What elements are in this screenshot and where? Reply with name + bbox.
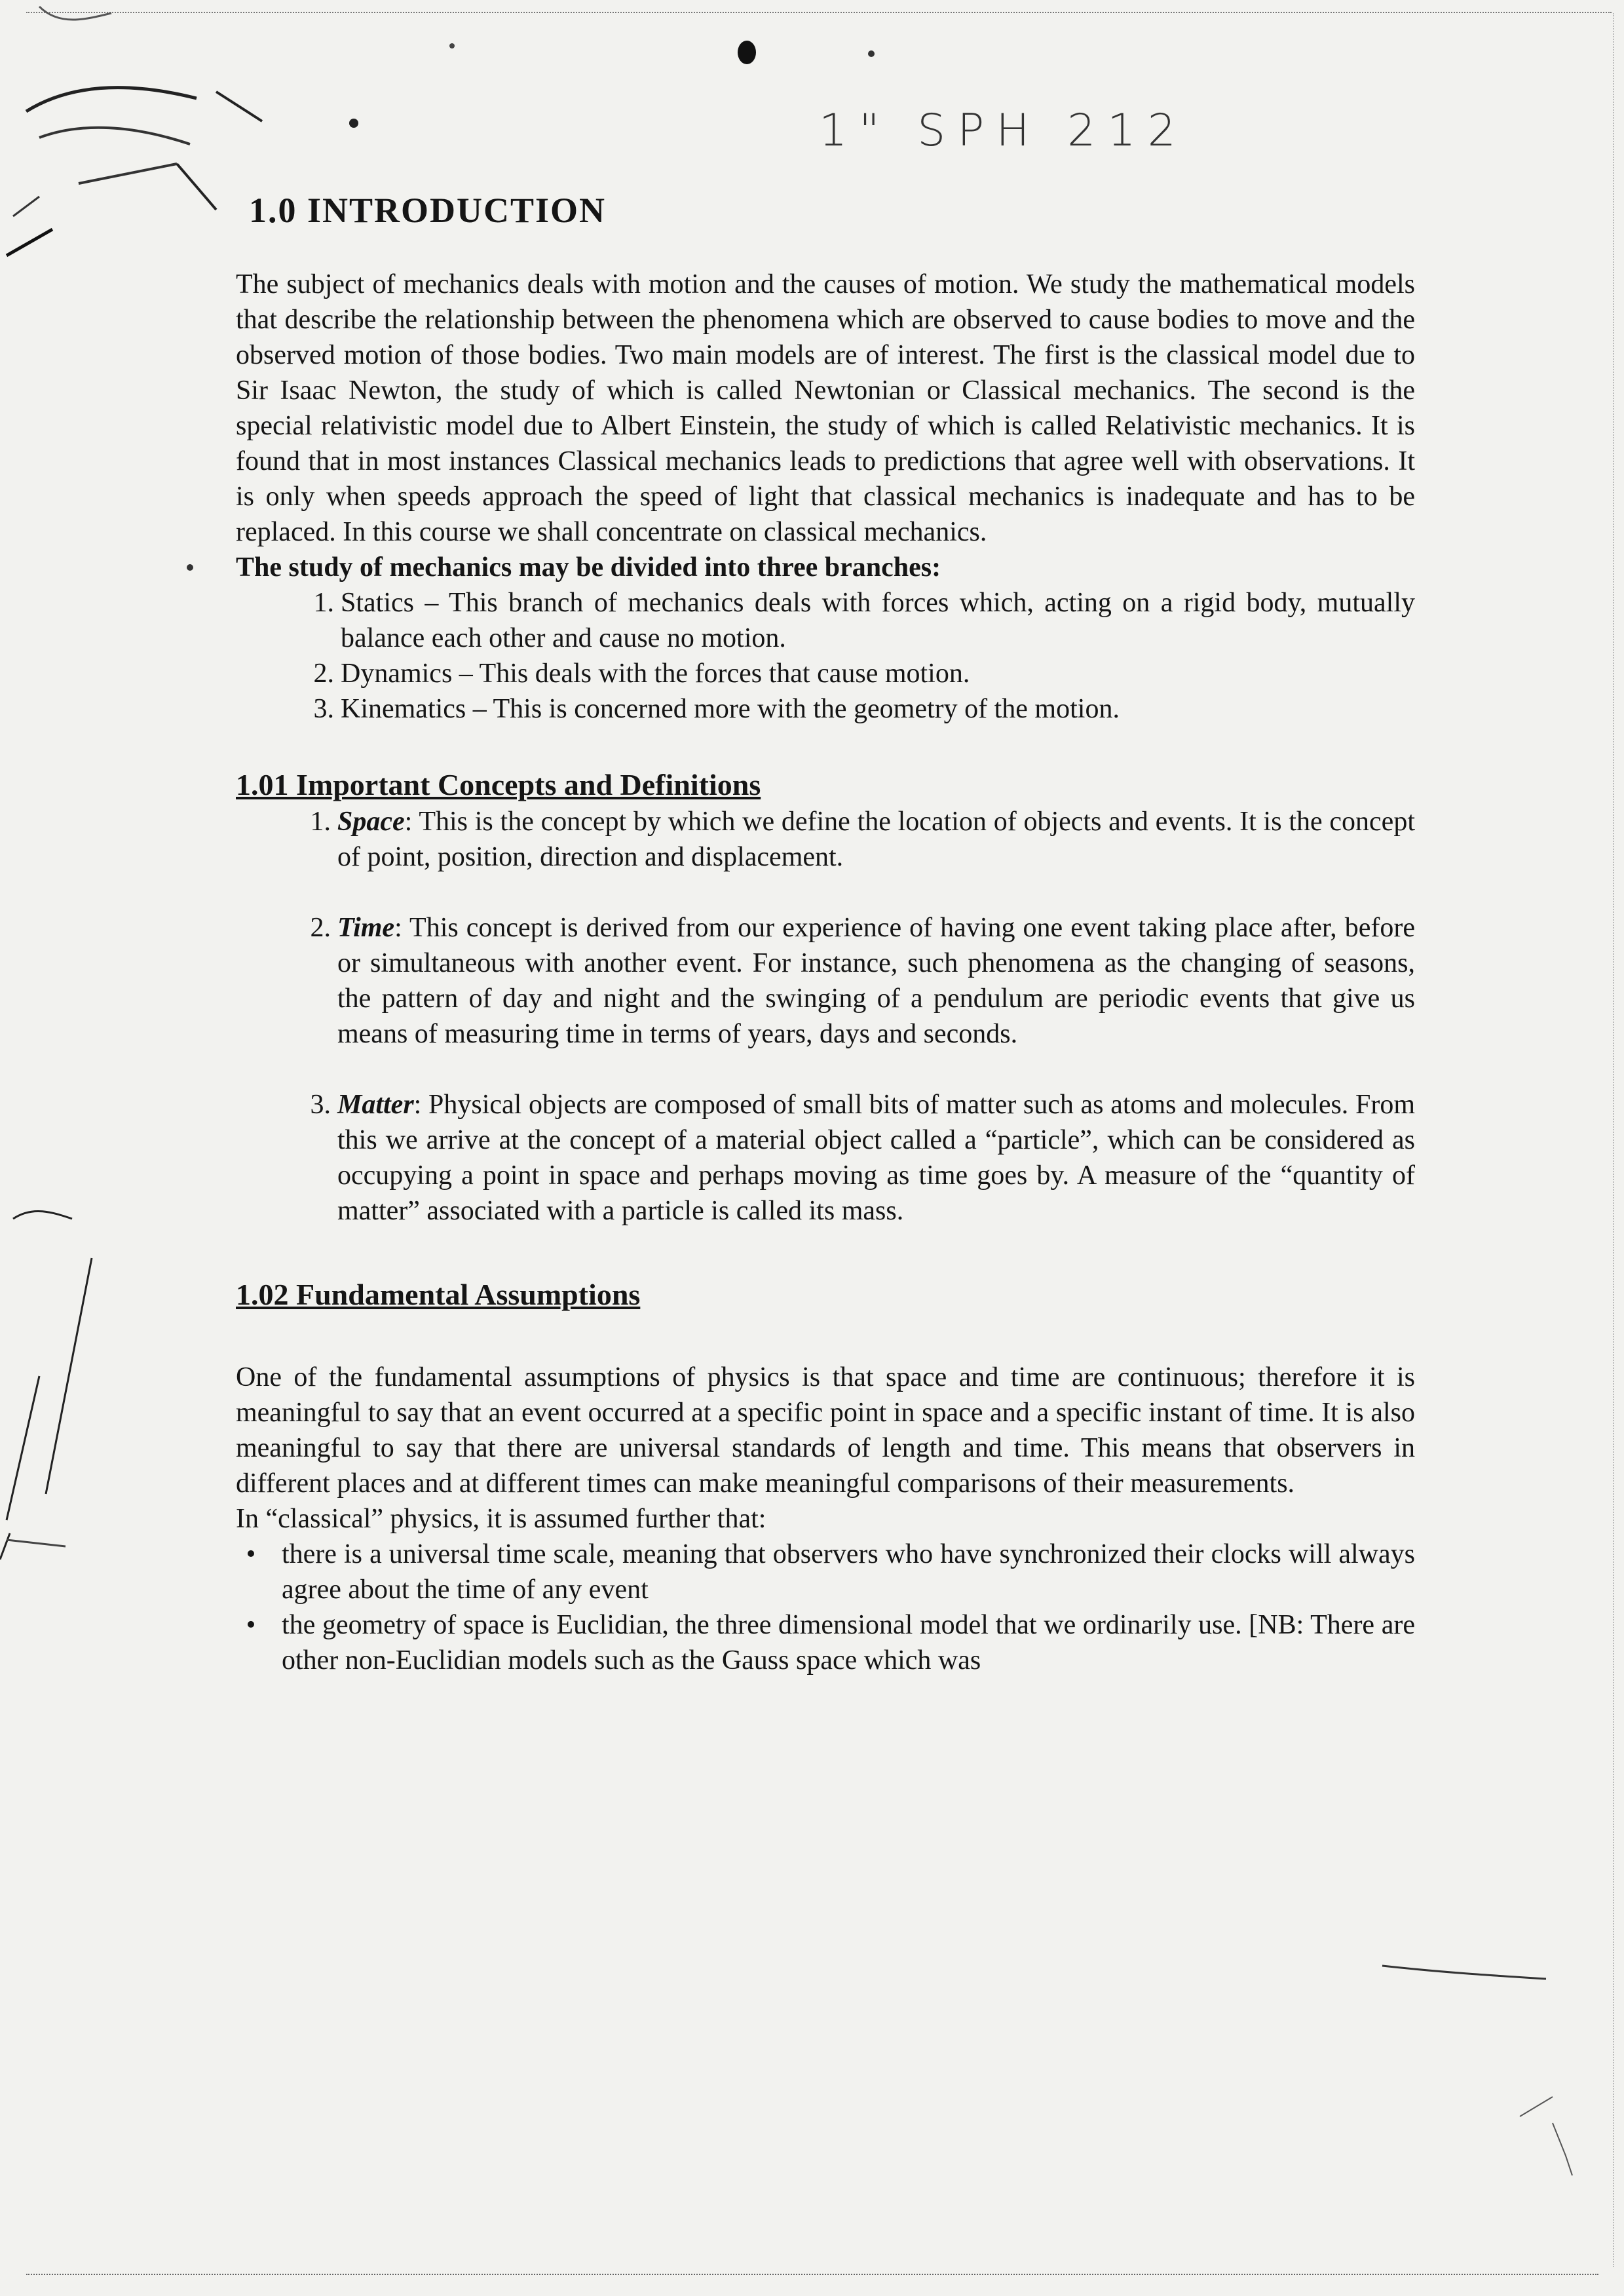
classical-lead: In “classical” physics, it is assumed further that: xyxy=(236,1504,766,1534)
concepts-list xyxy=(236,804,1415,1229)
list-item: 1. Statics – This branch of mechanics deals with forces which, acting on a rigid body, mutually balance each other and cause no motion. xyxy=(313,588,1415,653)
document-body xyxy=(236,190,1415,1678)
list-item: • there is a universal time scale, meaning that observers who have synchronized their clocks will always agree about the time of any event xyxy=(246,1539,1415,1605)
branches-lead: The study of mechanics may be divided into three branches: xyxy=(236,552,941,583)
page-title: 1.0 INTRODUCTION xyxy=(249,191,607,230)
list-item: 1. Space: This is the concept by which we define the location of objects and events. It is the concept of point, position, direction and displacement. xyxy=(310,807,1415,872)
intro-paragraph: The subject of mechanics deals with motion and the causes of motion. We study the mathematical models that describe the relationship between the phenomena which are observed to cause bodies to move and the observed motion of those bodies. Two main models are of interest. The first is the classical model due to Sir Isaac Newton, the study of which is called Newtonian or Classical mechanics. The second is the special relativistic model due to Albert Einstein, the study of which is called Relativistic mechanics. It is found that in most instances Classical mechanics leads to predictions that agree well with observations. It is only when speeds approach the speed of light that classical mechanics is inadequate and has to be replaced. In this course we shall concentrate on classical mechanics. xyxy=(236,269,1415,547)
list-item: 3. Kinematics – This is concerned more with the geometry of the motion. xyxy=(313,694,1120,724)
section-heading-assumptions: 1.02 Fundamental Assumptions xyxy=(236,1278,641,1311)
branches-list xyxy=(236,585,1415,727)
list-item: 2. Dynamics – This deals with the forces that cause motion. xyxy=(313,659,970,689)
list-item: • the geometry of space is Euclidian, the three dimensional model that we ordinarily use. [NB: There are other non-Euclidian models such as the Gauss space which was xyxy=(246,1610,1415,1675)
list-item: 2. Time: This concept is derived from our experience of having one event taking place after, before or simultaneous with another event. For instance, such phenomena as the changing of seasons, the pattern of day and night and the swinging of a pendulum are periodic events that give us means of measuring time in terms of years, days and seconds. xyxy=(310,913,1415,1049)
section-heading-concepts: 1.01 Important Concepts and Definitions xyxy=(236,768,761,801)
list-item: 3. Matter: Physical objects are composed of small bits of matter such as atoms and molecules. From this we arrive at the concept of a material object called a “particle”, which can be considered as occupying a point in space and perhaps moving as time goes by. A measure of the “quantity of matter” associated with a particle is called its mass. xyxy=(310,1090,1415,1226)
assumptions-bullet-list xyxy=(236,1537,1415,1678)
assumptions-paragraph: One of the fundamental assumptions of physics is that space and time are continuous; therefore it is meaningful to say that an event occurred at a specific point in space and a specific instant of time. It is also meaningful to say that there are universal standards of length and time. This means that observers in different places and at different times can make meaningful comparisons of their measurements. xyxy=(236,1362,1415,1499)
handwritten-course-code: 1" SPH 212 xyxy=(819,105,1188,157)
